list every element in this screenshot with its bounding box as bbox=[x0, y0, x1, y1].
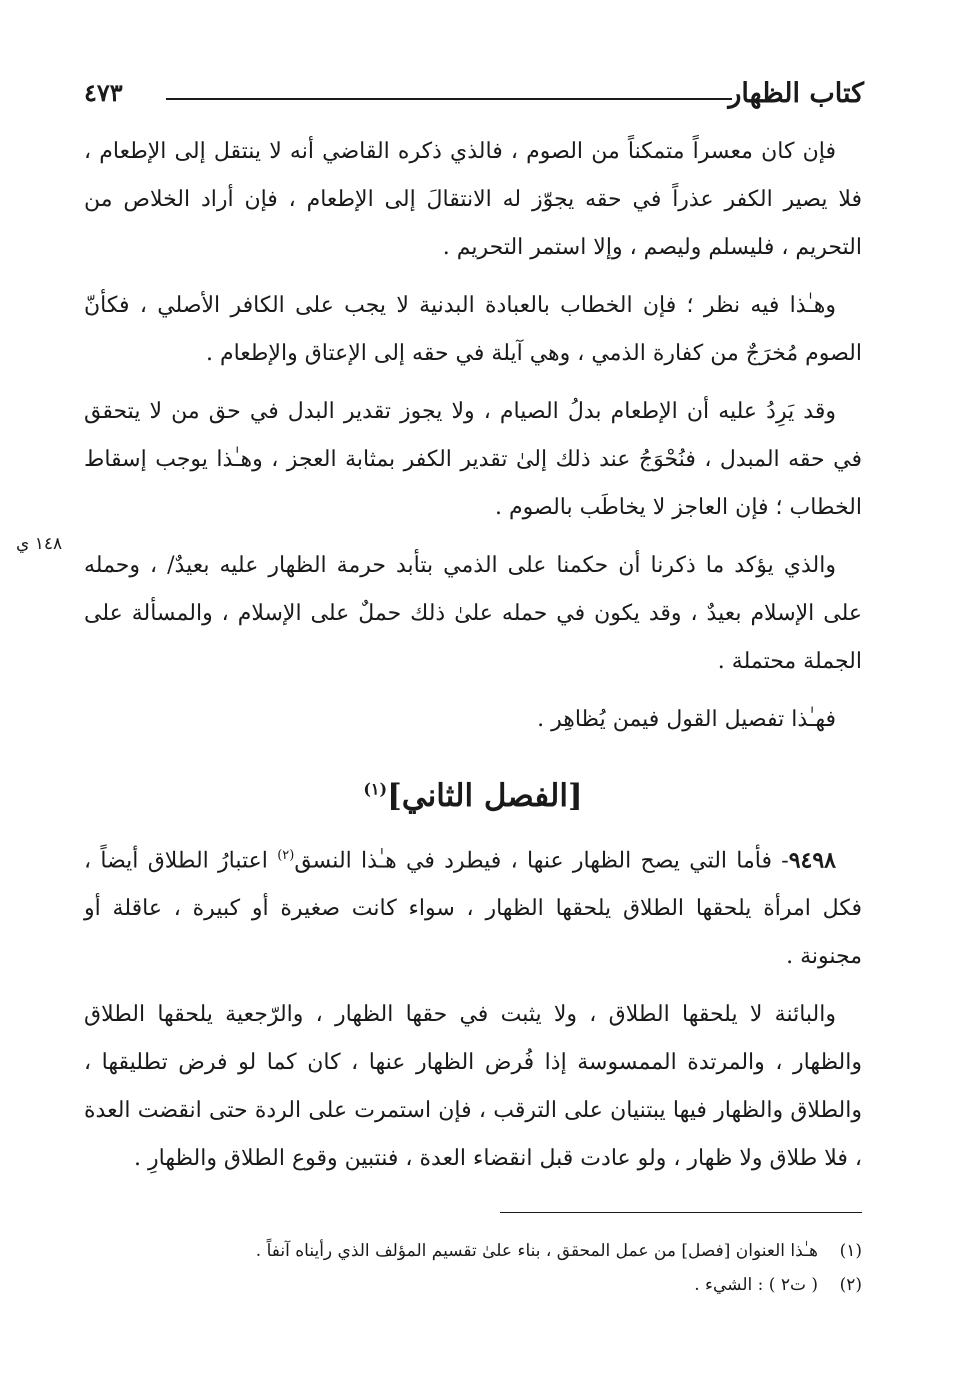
section-heading bbox=[84, 778, 862, 814]
paragraph-number: ٩٤٩٨ bbox=[788, 847, 836, 874]
running-header bbox=[84, 78, 864, 112]
footnote bbox=[84, 1234, 862, 1268]
manuscript-margin-note: ١٤٨ ي bbox=[16, 534, 63, 554]
paragraph: والذي يؤكد ما ذكرنا أن حكمنا على الذمي بتأبد حرمة الظهار عليه بعيدٌ/ ، وحمله على الإسلام بعيدٌ ، وقد يكون في حمله علىٰ ذلك حملٌ على الإسلام ، والمسألة على الجملة محتملة . bbox=[84, 553, 862, 674]
header-rule bbox=[166, 98, 732, 100]
footnote-ref: (٢) bbox=[277, 848, 295, 863]
paragraph-text: اعتبارُ الطلاق أيضاً ، فكل امرأة يلحقها الطلاق يلحقها الظهار ، سواء كانت صغيرة أو كبيرة ، عاقلة أو مجنونة . bbox=[84, 848, 862, 970]
footnote-ref: (١) bbox=[363, 779, 388, 799]
main-text bbox=[84, 128, 862, 1193]
paragraph-text: - فأما التي يصح الظهار عنها ، فيطرد في هـٰذا النسق bbox=[294, 848, 789, 874]
paragraph: والبائنة لا يلحقها الطلاق ، ولا يثبت في حقها الظهار ، والرّجعية يلحقها الطلاق والظهار ، والمرتدة الممسوسة إذا فُرض الظهار عنها ، كان كما لو فرض تطليقها ، والطلاق والظهار فيها يبتنيان على الترقب ، فإن استمرت على الردة حتى انقضت العدة ، فلا طلاق ولا ظهار ، ولو عادت قبل انقضاء العدة ، فنتبين وقوع الطلاق والظهارِ . bbox=[84, 1002, 862, 1172]
footnotes bbox=[84, 1234, 862, 1302]
footnote bbox=[84, 1268, 862, 1302]
footnote-number: (٢) bbox=[839, 1275, 862, 1295]
paragraph: فإن كان معسراً متمكناً من الصوم ، فالذي ذكره القاضي أنه لا ينتقل إلى الإطعام ، فلا يصير الكفر عذراً في حقه يجوّز له الانتقالَ إلى الإطعام ، فإن أراد الخلاص من التحريم ، فليسلم وليصم ، وإلا استمر التحريم . bbox=[84, 139, 862, 260]
numbered-paragraph bbox=[84, 832, 862, 981]
footnote-number: (١) bbox=[839, 1241, 862, 1261]
footnote-separator bbox=[500, 1212, 862, 1213]
page-number: ٤٧٣ bbox=[84, 78, 123, 107]
chapter-title: كتاب الظهار bbox=[728, 78, 864, 109]
paragraph: وقد يَرِدُ عليه أن الإطعام بدلُ الصيام ، ولا يجوز تقدير البدل في حق من لا يتحقق في حقه المبدل ، فنُحْوَجُ عند ذلك إلىٰ تقدير الكفر بمثابة العجز ، وهـٰذا يوجب إسقاط الخطاب ؛ فإن العاجز لا يخاطَب بالصوم . bbox=[84, 399, 862, 520]
paragraph: فهـٰذا تفصيل القول فيمن يُظاهِر . bbox=[537, 707, 836, 732]
footnote-text: ( ت٢ ) : الشيء . bbox=[694, 1275, 818, 1295]
footnote-text: هـٰذا العنوان [فصل] من عمل المحقق ، بناء علىٰ تقسيم المؤلف الذي رأيناه آنفاً . bbox=[255, 1241, 818, 1261]
paragraph: وهـٰذا فيه نظر ؛ فإن الخطاب بالعبادة البدنية لا يجب على الكافر الأصلي ، فكأنّ الصوم مُخرَجٌ من كفارة الذمي ، وهي آيلة في حقه إلى الإعتاق والإطعام . bbox=[84, 293, 862, 366]
section-title: [الفصل الثاني] bbox=[387, 778, 583, 814]
